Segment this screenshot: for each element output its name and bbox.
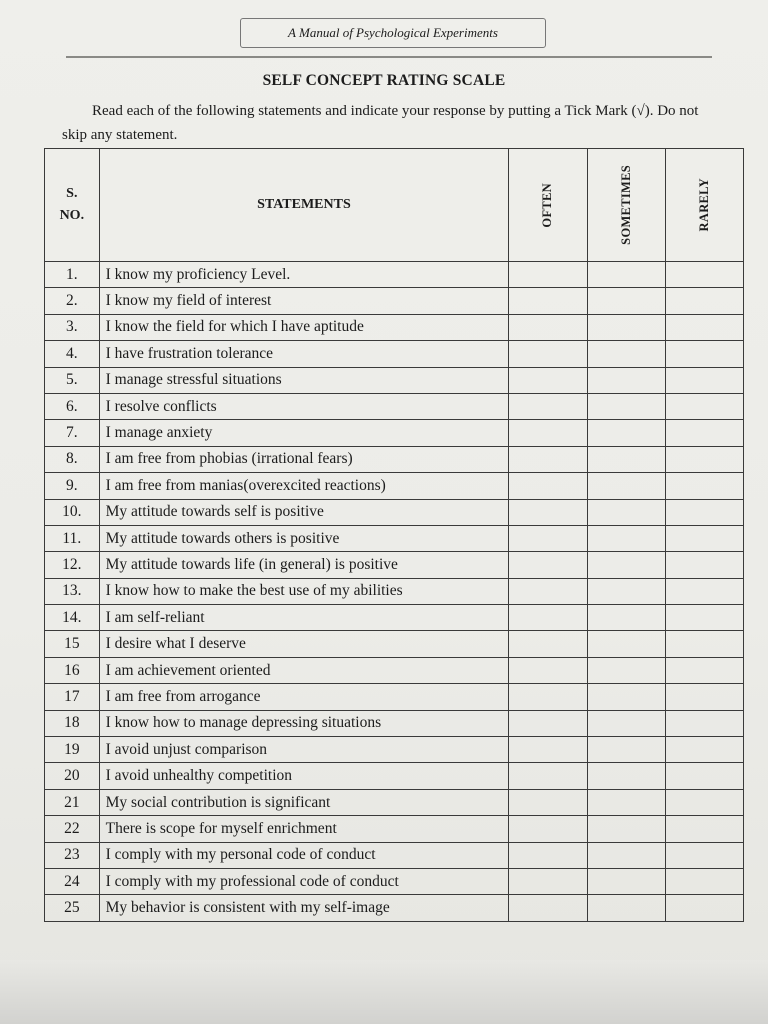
response-cell-rarely[interactable] xyxy=(665,789,743,815)
response-cell-rarely[interactable] xyxy=(665,288,743,314)
response-cell-rarely[interactable] xyxy=(665,605,743,631)
table-row xyxy=(45,657,744,683)
response-cell-often[interactable] xyxy=(509,789,587,815)
row-number: 14. xyxy=(45,605,100,631)
response-cell-rarely[interactable] xyxy=(665,473,743,499)
header-sno-line2: NO. xyxy=(59,208,85,223)
response-cell-sometimes[interactable] xyxy=(587,473,665,499)
statement-text: My attitude towards others is positive xyxy=(99,525,509,551)
response-cell-rarely[interactable] xyxy=(665,367,743,393)
response-cell-sometimes[interactable] xyxy=(587,684,665,710)
response-cell-rarely[interactable] xyxy=(665,578,743,604)
table-row xyxy=(45,525,744,551)
row-number: 23 xyxy=(45,842,100,868)
response-cell-sometimes[interactable] xyxy=(587,842,665,868)
running-head-text: A Manual of Psychological Experiments xyxy=(288,25,498,40)
response-cell-sometimes[interactable] xyxy=(587,288,665,314)
table-row xyxy=(45,631,744,657)
statement-text: I have frustration tolerance xyxy=(99,341,509,367)
response-cell-often[interactable] xyxy=(509,499,587,525)
response-cell-rarely[interactable] xyxy=(665,710,743,736)
header-sometimes-label: SOMETIMES xyxy=(618,165,633,245)
response-cell-often[interactable] xyxy=(509,763,587,789)
table-body xyxy=(45,262,744,922)
header-sno-line1: S. xyxy=(66,186,78,201)
response-cell-sometimes[interactable] xyxy=(587,789,665,815)
response-cell-often[interactable] xyxy=(509,657,587,683)
table-row xyxy=(45,367,744,393)
response-cell-rarely[interactable] xyxy=(665,525,743,551)
response-cell-often[interactable] xyxy=(509,314,587,340)
statement-text: I am free from arrogance xyxy=(99,684,509,710)
page-shadow xyxy=(0,960,768,1024)
header-often-label: OFTEN xyxy=(540,182,555,228)
response-cell-often[interactable] xyxy=(509,816,587,842)
row-number: 15 xyxy=(45,631,100,657)
row-number: 6. xyxy=(45,393,100,419)
response-cell-sometimes[interactable] xyxy=(587,605,665,631)
header-sno xyxy=(45,149,100,262)
response-cell-often[interactable] xyxy=(509,288,587,314)
response-cell-rarely[interactable] xyxy=(665,314,743,340)
table-header-row xyxy=(45,149,744,262)
response-cell-often[interactable] xyxy=(509,525,587,551)
response-cell-rarely[interactable] xyxy=(665,684,743,710)
response-cell-often[interactable] xyxy=(509,341,587,367)
statement-text: My social contribution is significant xyxy=(99,789,509,815)
response-cell-often[interactable] xyxy=(509,605,587,631)
response-cell-sometimes[interactable] xyxy=(587,631,665,657)
table-row xyxy=(45,578,744,604)
table-row xyxy=(45,314,744,340)
scale-title: SELF CONCEPT RATING SCALE xyxy=(262,72,506,89)
table-row xyxy=(45,341,744,367)
response-cell-sometimes[interactable] xyxy=(587,868,665,894)
statement-text: I manage anxiety xyxy=(99,420,509,446)
statement-text: I know how to make the best use of my abilities xyxy=(99,578,509,604)
row-number: 9. xyxy=(45,473,100,499)
statement-text: I know the field for which I have aptitude xyxy=(99,314,509,340)
statement-text: My attitude towards self is positive xyxy=(99,499,509,525)
table-row xyxy=(45,473,744,499)
row-number: 13. xyxy=(45,578,100,604)
table-row xyxy=(45,552,744,578)
response-cell-sometimes[interactable] xyxy=(587,446,665,472)
table-row xyxy=(45,895,744,921)
response-cell-often[interactable] xyxy=(509,393,587,419)
response-cell-rarely[interactable] xyxy=(665,341,743,367)
response-cell-often[interactable] xyxy=(509,631,587,657)
header-often xyxy=(509,149,587,262)
row-number: 1. xyxy=(45,262,100,288)
row-number: 22 xyxy=(45,816,100,842)
row-number: 21 xyxy=(45,789,100,815)
row-number: 24 xyxy=(45,868,100,894)
table-row xyxy=(45,605,744,631)
table-row xyxy=(45,420,744,446)
table-row xyxy=(45,710,744,736)
table-row xyxy=(45,499,744,525)
response-cell-sometimes[interactable] xyxy=(587,657,665,683)
response-cell-rarely[interactable] xyxy=(665,420,743,446)
table-row xyxy=(45,288,744,314)
statement-text: I resolve conflicts xyxy=(99,393,509,419)
statement-text: There is scope for myself enrichment xyxy=(99,816,509,842)
row-number: 16 xyxy=(45,657,100,683)
response-cell-rarely[interactable] xyxy=(665,499,743,525)
header-rule xyxy=(66,56,712,58)
row-number: 20 xyxy=(45,763,100,789)
rating-scale-table xyxy=(44,148,744,922)
table-row xyxy=(45,763,744,789)
response-cell-rarely[interactable] xyxy=(665,446,743,472)
table-row xyxy=(45,262,744,288)
header-statements: STATEMENTS xyxy=(99,149,509,262)
response-cell-often[interactable] xyxy=(509,868,587,894)
statement-text: I know my field of interest xyxy=(99,288,509,314)
statement-text: I know how to manage depressing situations xyxy=(99,710,509,736)
table-row xyxy=(45,446,744,472)
response-cell-often[interactable] xyxy=(509,446,587,472)
table-row xyxy=(45,842,744,868)
table-row xyxy=(45,393,744,419)
statement-text: I avoid unjust comparison xyxy=(99,737,509,763)
statement-text: My behavior is consistent with my self-image xyxy=(99,895,509,921)
response-cell-sometimes[interactable] xyxy=(587,314,665,340)
response-cell-rarely[interactable] xyxy=(665,763,743,789)
response-cell-sometimes[interactable] xyxy=(587,393,665,419)
response-cell-often[interactable] xyxy=(509,578,587,604)
header-rarely xyxy=(665,149,743,262)
row-number: 5. xyxy=(45,367,100,393)
response-cell-often[interactable] xyxy=(509,684,587,710)
row-number: 3. xyxy=(45,314,100,340)
response-cell-sometimes[interactable] xyxy=(587,341,665,367)
row-number: 18 xyxy=(45,710,100,736)
row-number: 2. xyxy=(45,288,100,314)
response-cell-sometimes[interactable] xyxy=(587,895,665,921)
response-cell-often[interactable] xyxy=(509,420,587,446)
response-cell-often[interactable] xyxy=(509,367,587,393)
response-cell-rarely[interactable] xyxy=(665,895,743,921)
statement-text: I am free from manias(overexcited reactions) xyxy=(99,473,509,499)
statement-text: I am free from phobias (irrational fears) xyxy=(99,446,509,472)
statement-text: My attitude towards life (in general) is positive xyxy=(99,552,509,578)
header-rarely-label: RARELY xyxy=(696,178,711,232)
response-cell-often[interactable] xyxy=(509,895,587,921)
statement-text: I avoid unhealthy competition xyxy=(99,763,509,789)
table-row xyxy=(45,868,744,894)
response-cell-sometimes[interactable] xyxy=(587,710,665,736)
response-cell-often[interactable] xyxy=(509,473,587,499)
header-sometimes xyxy=(587,149,665,262)
response-cell-sometimes[interactable] xyxy=(587,525,665,551)
response-cell-often[interactable] xyxy=(509,842,587,868)
statement-text: I comply with my personal code of conduct xyxy=(99,842,509,868)
statement-text: I manage stressful situations xyxy=(99,367,509,393)
response-cell-sometimes[interactable] xyxy=(587,578,665,604)
row-number: 11. xyxy=(45,525,100,551)
row-number: 8. xyxy=(45,446,100,472)
table-row xyxy=(45,816,744,842)
row-number: 10. xyxy=(45,499,100,525)
response-cell-often[interactable] xyxy=(509,710,587,736)
row-number: 25 xyxy=(45,895,100,921)
statement-text: I am self-reliant xyxy=(99,605,509,631)
response-cell-sometimes[interactable] xyxy=(587,737,665,763)
response-cell-rarely[interactable] xyxy=(665,816,743,842)
response-cell-rarely[interactable] xyxy=(665,552,743,578)
response-cell-rarely[interactable] xyxy=(665,657,743,683)
response-cell-sometimes[interactable] xyxy=(587,262,665,288)
response-cell-sometimes[interactable] xyxy=(587,420,665,446)
response-cell-rarely[interactable] xyxy=(665,737,743,763)
response-cell-often[interactable] xyxy=(509,552,587,578)
statement-text: I am achievement oriented xyxy=(99,657,509,683)
row-number: 4. xyxy=(45,341,100,367)
response-cell-rarely[interactable] xyxy=(665,262,743,288)
response-cell-sometimes[interactable] xyxy=(587,499,665,525)
table-row xyxy=(45,737,744,763)
response-cell-often[interactable] xyxy=(509,262,587,288)
statement-text: I know my proficiency Level. xyxy=(99,262,509,288)
response-cell-sometimes[interactable] xyxy=(587,367,665,393)
response-cell-rarely[interactable] xyxy=(665,393,743,419)
response-cell-rarely[interactable] xyxy=(665,868,743,894)
running-head xyxy=(240,18,546,48)
response-cell-rarely[interactable] xyxy=(665,631,743,657)
row-number: 7. xyxy=(45,420,100,446)
response-cell-sometimes[interactable] xyxy=(587,763,665,789)
response-cell-sometimes[interactable] xyxy=(587,552,665,578)
row-number: 17 xyxy=(45,684,100,710)
response-cell-often[interactable] xyxy=(509,737,587,763)
table-row xyxy=(45,684,744,710)
row-number: 12. xyxy=(45,552,100,578)
instructions-text: Read each of the following statements and indicate your response by putting a Tick Mark (√). Do not skip any statement. xyxy=(62,103,699,143)
statement-text: I desire what I deserve xyxy=(99,631,509,657)
response-cell-sometimes[interactable] xyxy=(587,816,665,842)
response-cell-rarely[interactable] xyxy=(665,842,743,868)
row-number: 19 xyxy=(45,737,100,763)
statement-text: I comply with my professional code of conduct xyxy=(99,868,509,894)
table-row xyxy=(45,789,744,815)
